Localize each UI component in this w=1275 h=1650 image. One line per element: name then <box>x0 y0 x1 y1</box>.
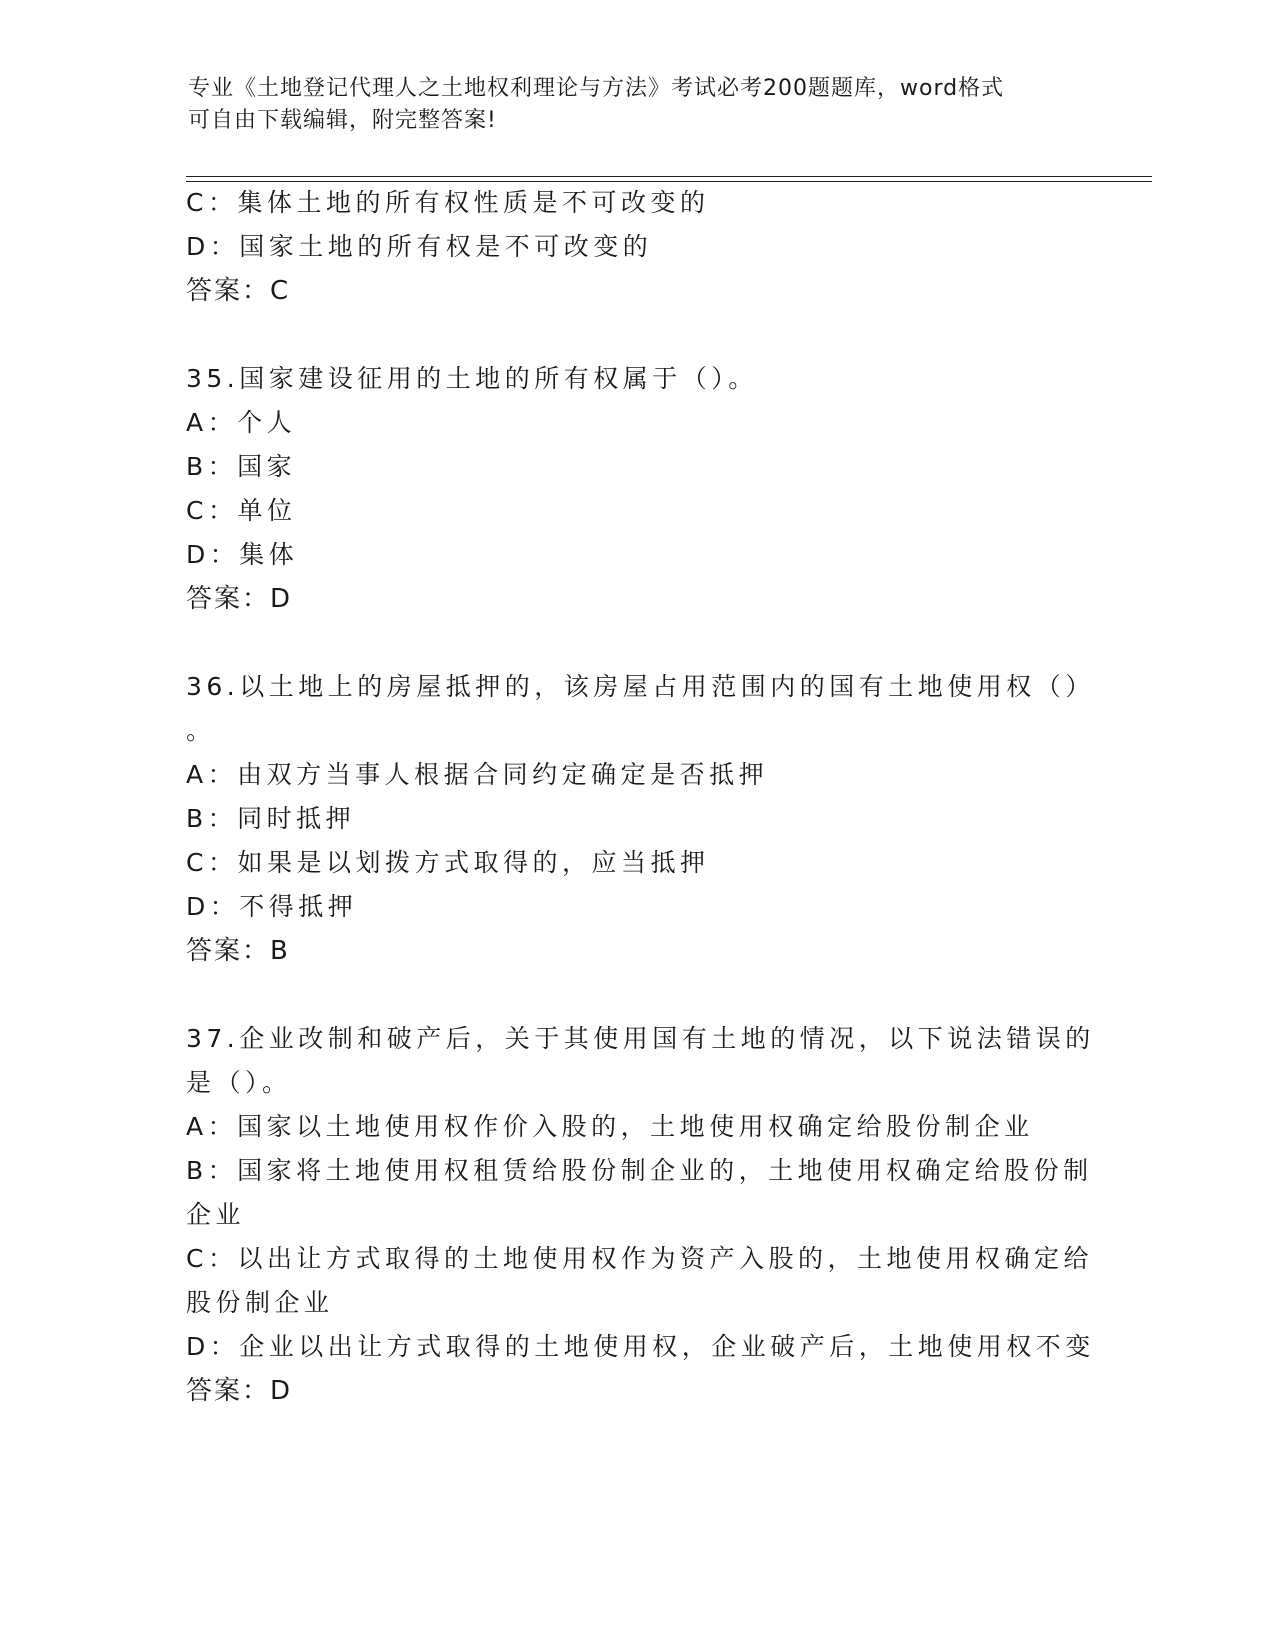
question-36: 36.以土地上的房屋抵押的，该房屋占用范围内的国有土地使用权（） <box>186 672 1095 701</box>
header-line-2: 可自由下载编辑，附完整答案! <box>188 108 497 133</box>
option-d-q34: D：国家土地的所有权是不可改变的 <box>186 232 653 261</box>
option-b-q37: B：国家将土地使用权租赁给股份制企业的，土地使用权确定给股份制 <box>186 1156 1093 1185</box>
answer-q37: 答案：D <box>186 1376 293 1406</box>
answer-q35: 答案：D <box>186 584 293 614</box>
option-b-q35: B：国家 <box>186 452 297 481</box>
option-b-q37-continued: 企业 <box>186 1200 246 1229</box>
question-35: 35.国家建设征用的土地的所有权属于（）。 <box>186 364 758 393</box>
question-37: 37.企业改制和破产后，关于其使用国有土地的情况，以下说法错误的 <box>186 1024 1095 1053</box>
answer-q34: 答案：C <box>186 276 291 306</box>
document-header <box>188 73 1078 137</box>
question-36-continued: 。 <box>186 716 216 745</box>
option-c-q37: C：以出让方式取得的土地使用权作为资产入股的，土地使用权确定给 <box>186 1244 1093 1273</box>
option-a-q37: A：国家以土地使用权作价入股的，土地使用权确定给股份制企业 <box>186 1112 1034 1141</box>
option-a-q35: A：个人 <box>186 408 297 437</box>
option-d-q37: D：企业以出让方式取得的土地使用权，企业破产后，土地使用权不变 <box>186 1332 1095 1361</box>
option-c-q34: C：集体土地的所有权性质是不可改变的 <box>186 188 710 217</box>
header-rule-bottom <box>186 181 1152 182</box>
option-d-q36: D：不得抵押 <box>186 892 358 921</box>
header-rule-top <box>186 176 1152 177</box>
option-b-q36: B：同时抵押 <box>186 804 356 833</box>
option-d-q35: D：集体 <box>186 540 299 569</box>
answer-q36: 答案：B <box>186 936 290 966</box>
option-c-q35: C：单位 <box>186 496 297 525</box>
header-line-1: 专业《土地登记代理人之土地权利理论与方法》考试必考200题题库，word格式 <box>188 76 1005 101</box>
option-c-q37-continued: 股份制企业 <box>186 1288 334 1317</box>
option-a-q36: A：由双方当事人根据合同约定确定是否抵押 <box>186 760 769 789</box>
option-c-q36: C：如果是以划拨方式取得的，应当抵押 <box>186 848 710 877</box>
question-37-continued: 是（）。 <box>186 1068 292 1097</box>
